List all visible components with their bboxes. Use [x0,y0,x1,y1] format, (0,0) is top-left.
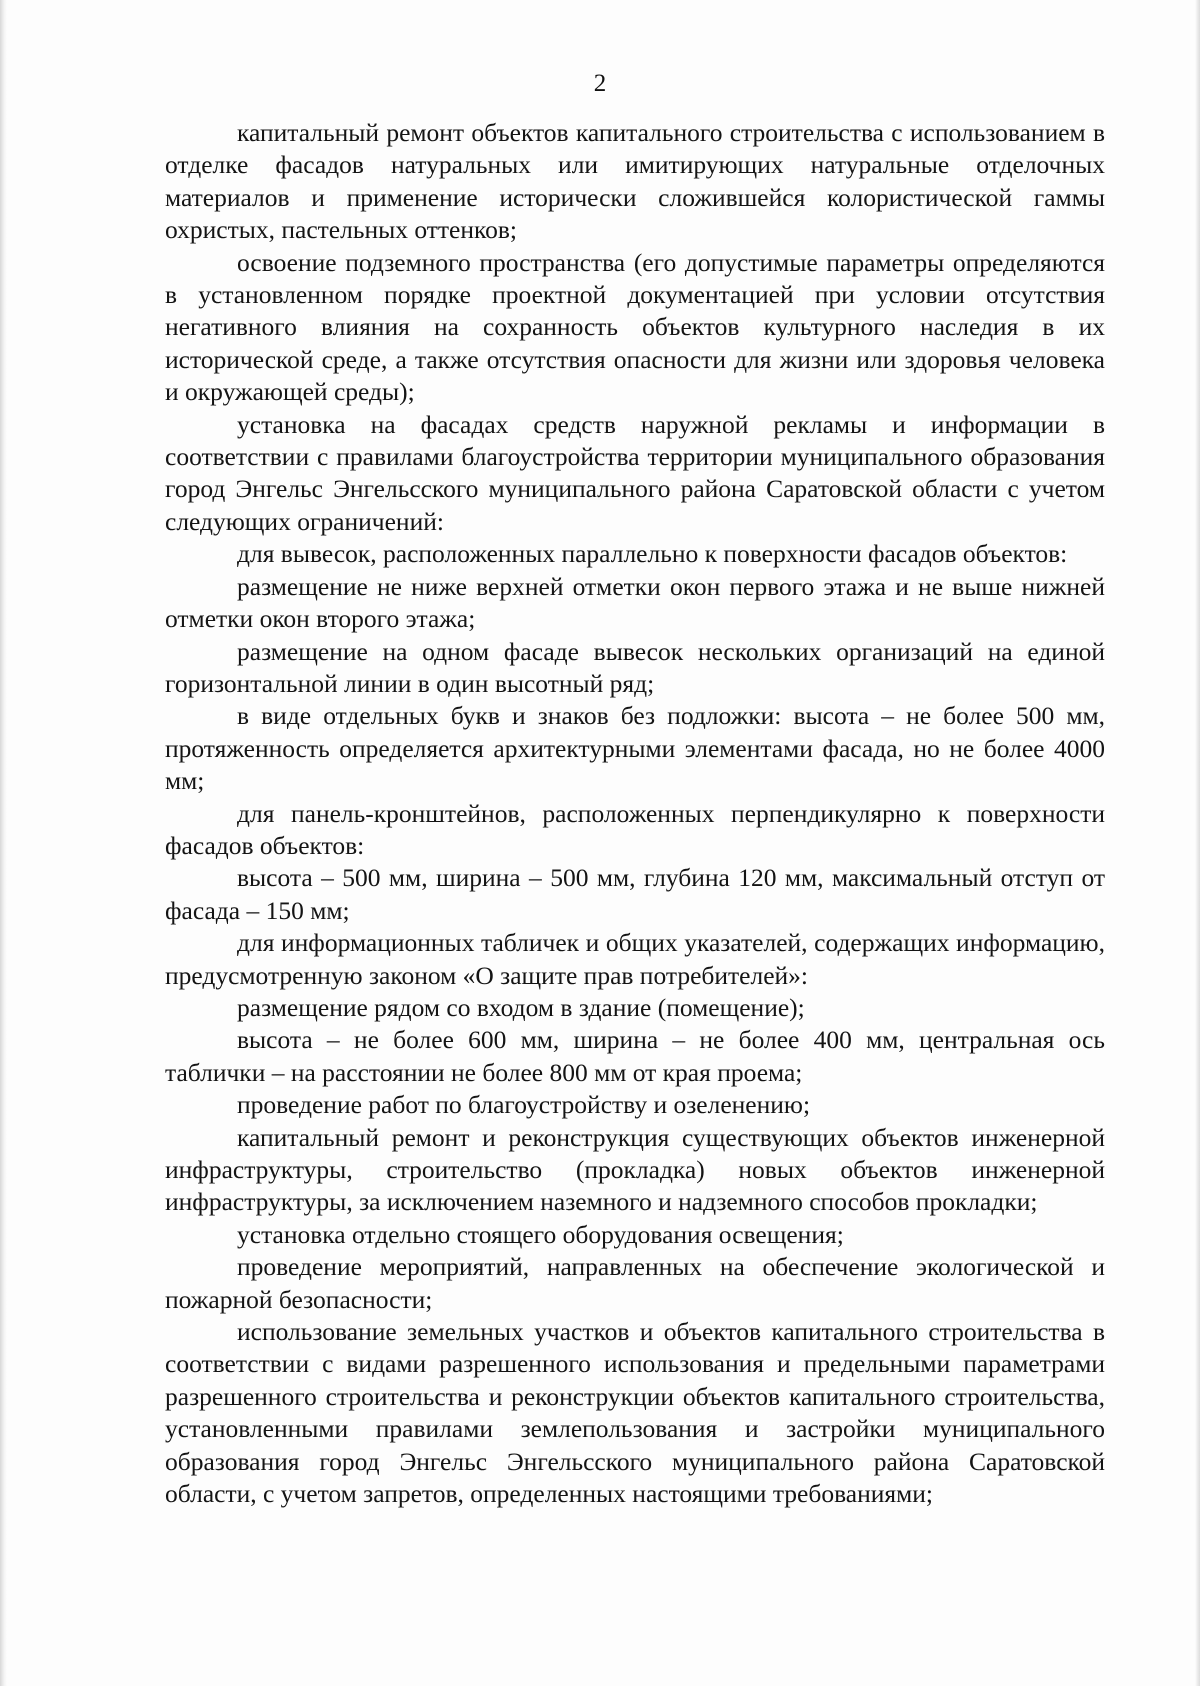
paragraph: высота – 500 мм, ширина – 500 мм, глубина 120 мм, максимальный отступ от фасада – 150 мм; [165,863,1105,925]
paragraph: капитальный ремонт объектов капитального строительства с использованием в отделке фасадов натуральных или имитирующих натуральные отделочных материалов и применение исторически сложившейся колористической гаммы охристых, пастельных оттенков; [165,118,1105,245]
page-number: 2 [593,70,607,97]
paragraph: размещение рядом со входом в здание (помещение); [237,992,805,1022]
paragraph: в виде отдельных букв и знаков без подложки: высота – не более 500 мм, протяженность определяется архитектурными элементами фасада, но не более 4000 мм; [165,701,1105,796]
document-body [165,117,1105,1510]
paragraph: установка отдельно стоящего оборудования освещения; [237,1219,844,1249]
paragraph: освоение подземного пространства (его допустимые параметры определяются в установленном порядке проектной документацией при условии отсутствия негативного влияния на сохранность объектов культурного наследия в их исторической среде, а также отсутствия опасности для жизни или здоровья человека и окружающей среды); [165,247,1105,407]
paragraph: проведение мероприятий, направленных на обеспечение экологической и пожарной безопасности; [165,1252,1105,1314]
paragraph: установка на фасадах средств наружной рекламы и информации в соответствии с правилами благоустройства территории муниципального образования город Энгельс Энгельсского муниципального района Саратовской области с учетом следующих ограничений: [165,409,1105,536]
paragraph: для информационных табличек и общих указателей, содержащих информацию, предусмотренную законом «О защите прав потребителей»: [165,928,1105,990]
paragraph: для вывесок, расположенных параллельно к поверхности фасадов объектов: [237,539,1068,569]
paragraph: использование земельных участков и объектов капитального строительства в соответствии с видами разрешенного использования и предельными параметрами разрешенного строительства и реконструкции объектов капитального строительства, установленными правилами землепользования и застройки муниципального образования город Энгельс Энгельсского муниципального района Саратовской области, с учетом запретов, определенных настоящими требованиями; [165,1317,1105,1509]
paragraph: для панель-кронштейнов, расположенных перпендикулярно к поверхности фасадов объектов: [165,798,1105,860]
paragraph: высота – не более 600 мм, ширина – не более 400 мм, центральная ось таблички – на расстоянии не более 800 мм от края проема; [165,1025,1105,1087]
scan-edge-right [1195,0,1200,1686]
scan-edge-left [0,0,7,1686]
paragraph: капитальный ремонт и реконструкция существующих объектов инженерной инфраструктуры, строительство (прокладка) новых объектов инженерной инфраструктуры, за исключением наземного и надземного способов прокладки; [165,1122,1105,1217]
paragraph: проведение работ по благоустройству и озеленению; [237,1090,811,1120]
paragraph: размещение на одном фасаде вывесок нескольких организаций на единой горизонтальной линии в один высотный ряд; [165,636,1105,698]
paragraph: размещение не ниже верхней отметки окон первого этажа и не выше нижней отметки окон второго этажа; [165,571,1105,634]
